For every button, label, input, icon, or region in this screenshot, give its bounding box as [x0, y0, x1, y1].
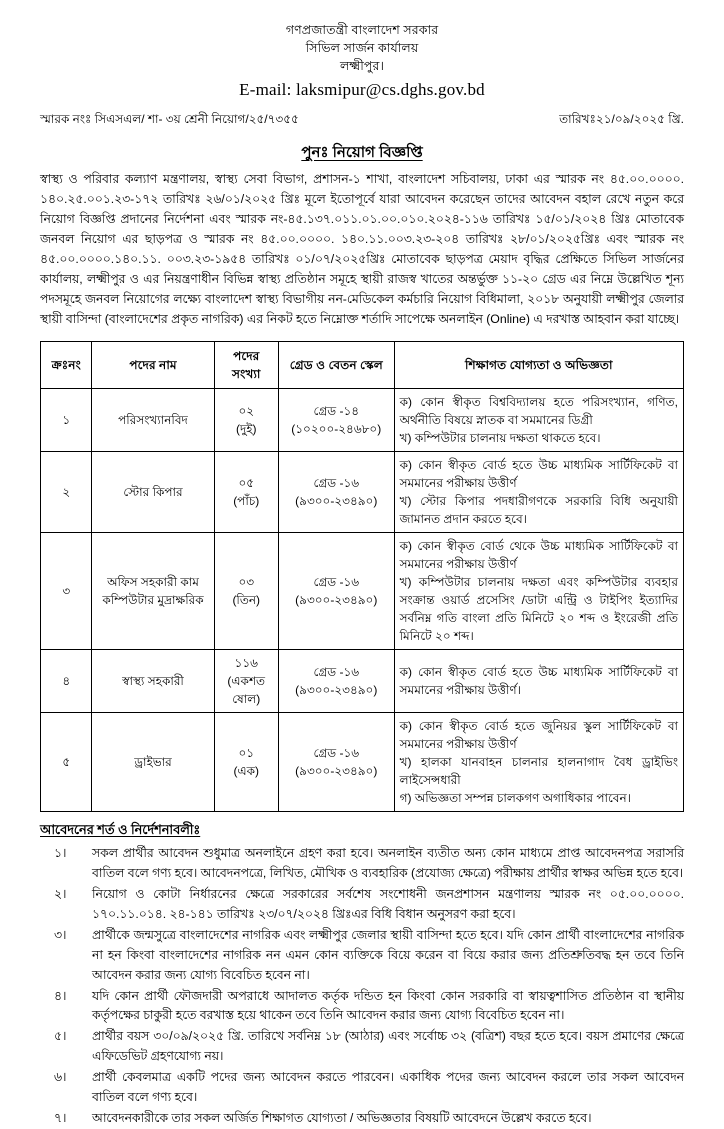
email-label: E-mail:	[239, 80, 292, 100]
pay-scale: (১০২০০-২৪৬৮০)	[291, 422, 382, 437]
cell-post-name: ড্রাইভার	[92, 713, 214, 812]
cell-qualification	[394, 533, 683, 650]
count-word: (পাঁচ)	[233, 494, 260, 509]
cell-count	[214, 533, 278, 650]
qualification-line: ক) কোন স্বীকৃত বোর্ড থেকে উচ্চ মাধ্যমিক সার্টিফিকেট বা সমমানের পরীক্ষায় উত্তীর্ণ	[399, 539, 678, 572]
condition-text: নিয়োগ ও কোটা নির্ধারনের ক্ষেত্রে সরকারের সর্বশেষ সংশোধনী জনপ্রশাসন মন্ত্রণালয় স্মারক নং ০৫.০০.০০০০. ১৭০.১১.০১৪. ২৪-১৪১ তারিখঃ ২৩/০৭/২০২৪ খ্রিঃএর বিধি বিধান অনুসরণ করা হবে।	[92, 887, 684, 921]
list-item	[40, 926, 684, 986]
qualification-line: ক) কোন স্বীকৃত বিশ্ববিদ্যালয় হতে পরিসংখ্যান, গণিত, অর্থনীতি বিষয়ে স্নাতক বা সমমানের ডিগ্রী	[399, 395, 678, 428]
condition-text: প্রার্থীকে জন্মসুত্রে বাংলাদেশের নাগরিক এবং লক্ষ্মীপুর জেলার স্থায়ী বাসিন্দা হতে হবে। যদি কোন প্রার্থী বাংলাদেশের নাগরিক না হন কিংবা বাংলাদেশের নাগরিক নন এমন কোন ব্যক্তিকে বিয়ে করেন বা বিয়ে করার জন্য প্রতিশ্রুতিবদ্ধ হন তবে তিনি আবেদন করার জন্য যোগ্য বিবেচিত হবেন না।	[92, 927, 684, 982]
cell-grade	[278, 650, 394, 713]
cell-count	[214, 650, 278, 713]
qualification-line: খ) কম্পিউটার চালনায় দক্ষতা এবং কম্পিউটার ব্যবহার সংক্রান্ত ওয়ার্ড প্রসেসিং /ডাটা এন্ট্রি ও টাইপিং ইত্যাদির সর্বনিম্ন গতি বাংলা প্রতি মিনিটে ২০ শব্দ ও ইংরেজী প্রতি মিনিটে ২০ শব্দ।	[399, 575, 678, 644]
memo-date: তারিখঃ২১/০৯/২০২৫ খ্রি.	[559, 112, 684, 127]
cell-qualification	[394, 452, 683, 533]
count-word: (তিন)	[232, 593, 261, 608]
count-word: (একশত ষোল)	[227, 674, 266, 707]
cell-qualification	[394, 389, 683, 452]
condition-text: আবেদনকারীকে তার সকল অর্জিত শিক্ষাগত যোগ্যতা / অভিজ্ঞতার বিষয়টি আবেদনে উল্লেখ করতে হবে।	[92, 1111, 592, 1125]
count-number: ০৩	[238, 575, 255, 590]
count-number: ১১৬	[234, 656, 258, 671]
pay-scale: (৯৩০০-২৩৪৯০)	[295, 593, 378, 608]
count-word: (দুই)	[235, 422, 257, 437]
count-number: ০৫	[238, 476, 255, 491]
table-row	[41, 650, 684, 713]
qualification-line: খ) হালকা যানবাহন চালনার হালনাগাদ বৈধ ড্রাইভিং লাইসেন্সধারী	[399, 755, 678, 788]
list-item	[40, 885, 684, 925]
cell-serial: ১	[41, 389, 92, 452]
government-name: গণপ্রজাতন্ত্রী বাংলাদেশ সরকার	[285, 23, 439, 37]
cell-grade	[278, 713, 394, 812]
col-header-grade: গ্রেড ও বেতন স্কেল	[278, 341, 394, 389]
email-address: laksmipur@cs.dghs.gov.bd	[295, 80, 485, 100]
count-word: (এক)	[233, 764, 259, 779]
col-header-serial: ক্রঃনং	[41, 341, 92, 389]
grade-label: গ্রেড -১৪	[313, 404, 360, 419]
page-title: পুনঃ নিয়োগ বিজ্ঞপ্তি	[301, 144, 423, 162]
cell-post-name: পরিসংখ্যানবিদ	[92, 389, 214, 452]
pay-scale: (৯৩০০-২৩৪৯০)	[295, 764, 378, 779]
condition-number: ১।	[54, 846, 67, 861]
cell-count	[214, 713, 278, 812]
table-row	[41, 389, 684, 452]
cell-serial: ২	[41, 452, 92, 533]
qualification-line: গ) অভিজ্ঞতা সম্পন্ন চালকগণ অগাধিকার পাবেন।	[399, 791, 631, 806]
condition-text: সকল প্রার্থীর আবেদন শুধুমাত্র অনলাইনে গ্রহণ করা হবে। অনলাইন ব্যতীত অন্য কোন মাধ্যমে প্রাপ্ত আবেদনপত্র সরাসরি বাতিল বলে গণ্য হবে। আবেদনপত্রে, লিখিত, মৌখিক ও ব্যবহারিক (প্রযোজ্য ক্ষেত্রে) পরীক্ষায় প্রার্থীর স্বাক্ষর অভিন্ন হতে হবে।	[92, 846, 684, 881]
condition-text: যদি কোন প্রার্থী ফৌজদারী অপরাধে আদালত কর্তৃক দন্ডিত হন কিংবা কোন সরকারি বা স্বায়ত্বশাসিত প্রতিষ্ঠান বা স্থানীয় কর্তৃপক্ষের চাকুরী হতে বরখাস্ত হয়ে থাকেন তবে তিনি আবেদন করার জন্য যোগ্য বিবেচিত হবেন না।	[92, 988, 684, 1023]
qualification-line: ক) কোন স্বীকৃত বোর্ড হতে উচ্চ মাধ্যমিক সার্টিফিকেট বা সমমানের পরীক্ষায় উত্তীর্ণ।	[399, 665, 678, 698]
memo-number: স্মারক নংঃ সিএসএল/ শা- ৩য় শ্রেনী নিয়োগ/২৫/৭৩৫৫	[40, 112, 299, 127]
cell-serial: ৪	[41, 650, 92, 713]
cell-grade	[278, 533, 394, 650]
table-row	[41, 713, 684, 812]
conditions-list	[40, 844, 684, 1129]
count-number: ০১	[238, 746, 255, 761]
intro-paragraph: স্বাস্থ্য ও পরিবার কল্যাণ মন্ত্রণালয়, স্বাস্থ্য সেবা বিভাগ, প্রশাসন-১ শাখা, বাংলাদেশ সচিবালয়, ঢাকা এর স্মারক নং ৪৫.০০.০০০০. ১৪০.২৫.০০১.২৩-১৭২ তারিখঃ ২৬/০১/২০২৫ খ্রিঃ মূলে ইতোপূর্বে যারা আবেদন করেছেন তাদের আবেদন বহাল রেখে নতুন করে নিয়োগ বিজ্ঞপ্তি প্রদানের নির্দেশনা এবং স্মারক নং-৪৫.১৩৭.০১১.০১.০০.০১০.২০২৪-১১৬ তারিখঃ ১৫/০১/২০২৪ খ্রিঃ মোতাবেক জনবল নিয়োগ এর ছাড়পত্র ও স্মারক নং ৪৫.০০.০০০০. ১৪০.১১.০০৩.২৩-২০৪ তারিখঃ ২৮/০১/২০২৫খ্রিঃ এবং স্মারক নং ৪৫.০০.০০০০.১৪০.১১. ০০৩.২৩-১৯৫৪ তারিখঃ ০১/০৭/২০২৫খ্রিঃ মোতাবেক ছাড়পত্র মেয়াদ বৃদ্ধির প্রেক্ষিতে সিভিল সার্জনের কার্যালয়, লক্ষ্মীপুর ও এর নিয়ন্ত্রণাধীন বিভিন্ন স্বাস্থ্য প্রতিষ্ঠান সমূহে স্থায়ী রাজস্ব খাতের অন্তর্ভুক্ত ১১-২০ গ্রেড এর নিম্নে উল্লেখিত শূন্য পদসমূহে জনবল নিয়োগের লক্ষ্যে বাংলাদেশ স্বাস্থ্য বিভাগীয় নন-মেডিকেল কর্মচারি নিয়োগ বিধিমালা, ২০১৮ অনুযায়ী লক্ষ্মীপুর জেলার স্থায়ী বাসিন্দা (বাংলাদেশের প্রকৃত নাগরিক) এর নিকট হতে নিম্নোক্ত শর্তাদি সাপেক্ষে অনলাইন (Online) এ দরখাস্ত আহবান করা যাচ্ছে।	[40, 172, 684, 326]
letterhead	[40, 22, 684, 102]
cell-qualification	[394, 650, 683, 713]
posts-table	[40, 341, 684, 813]
qualification-line: খ) কম্পিউটার চালনায় দক্ষতা থাকতে হবে।	[399, 431, 601, 446]
grade-label: গ্রেড -১৬	[313, 575, 360, 590]
table-row	[41, 452, 684, 533]
memo-row	[40, 111, 684, 131]
qualification-line: খ) স্টোর কিপার পদধারীগণকে সরকারি বিধি অনুযায়ী জামানত প্রদান করতে হবে।	[399, 494, 678, 527]
email-line	[40, 78, 684, 102]
condition-number: ২।	[54, 887, 67, 902]
posts-table-body	[41, 389, 684, 812]
grade-label: গ্রেড -১৬	[313, 665, 360, 680]
list-item	[40, 844, 684, 884]
pay-scale: (৯৩০০-২৩৪৯০)	[295, 494, 378, 509]
cell-count	[214, 452, 278, 533]
col-header-count: পদের সংখ্যা	[214, 341, 278, 389]
cell-post-name: অফিস সহকারী কাম কম্পিউটার মুদ্রাক্ষরিক	[92, 533, 214, 650]
list-item	[40, 987, 684, 1027]
cell-serial: ৩	[41, 533, 92, 650]
list-item	[40, 1027, 684, 1067]
cell-post-name: স্টোর কিপার	[92, 452, 214, 533]
count-number: ০২	[238, 404, 255, 419]
condition-number: ৪।	[54, 988, 67, 1003]
pay-scale: (৯৩০০-২৩৪৯০)	[295, 683, 378, 698]
condition-number: ৩।	[54, 927, 67, 942]
grade-label: গ্রেড -১৬	[313, 746, 360, 761]
list-item	[40, 1109, 684, 1129]
qualification-line: ক) কোন স্বীকৃত বোর্ড হতে উচ্চ মাধ্যমিক সার্টিফিকেট বা সমমানের পরীক্ষায় উত্তীর্ণ	[399, 458, 678, 491]
cell-serial: ৫	[41, 713, 92, 812]
district-name: লক্ষ্মীপুর।	[339, 58, 385, 73]
office-name: সিভিল সার্জন কার্যালয়	[305, 40, 419, 55]
grade-label: গ্রেড -১৬	[313, 476, 360, 491]
condition-number: ৬।	[54, 1070, 67, 1085]
cell-grade	[278, 389, 394, 452]
qualification-line: ক) কোন স্বীকৃত বোর্ড হতে জুনিয়র স্কুল সার্টিফিকেট বা সমমানের পরীক্ষায় উত্তীর্ণ	[399, 719, 678, 752]
cell-grade	[278, 452, 394, 533]
col-header-qualification: শিক্ষাগত যোগ্যতা ও অভিজ্ঞতা	[394, 341, 683, 389]
cell-count	[214, 389, 278, 452]
list-item	[40, 1068, 684, 1108]
cell-post-name: স্বাস্থ্য সহকারী	[92, 650, 214, 713]
table-header-row	[41, 341, 684, 389]
condition-text: প্রার্থীর বয়স ৩০/০৯/২০২৫ খ্রি. তারিখে সর্বনিম্ন ১৮ (আঠার) এবং সর্বোচ্চ ৩২ (বত্রিশ) বছর হতে হবে। বয়স প্রমাণের ক্ষেত্রে এফিডেভিট গ্রহণযোগ্য নয়।	[92, 1029, 684, 1064]
conditions-heading: আবেদনের শর্ত ও নির্দেশনাবলীঃ	[40, 822, 201, 838]
condition-text: প্রার্থী কেবলমাত্র একটি পদের জন্য আবেদন করতে পারবেন। একাধিক পদের জন্য আবেদন করলে তার সকল আবেদন বাতিল বলে গণ্য হবে।	[92, 1070, 684, 1105]
condition-number: ৫।	[54, 1029, 67, 1044]
cell-qualification	[394, 713, 683, 812]
table-row	[41, 533, 684, 650]
col-header-post: পদের নাম	[92, 341, 214, 389]
condition-number: ৭।	[54, 1111, 67, 1125]
